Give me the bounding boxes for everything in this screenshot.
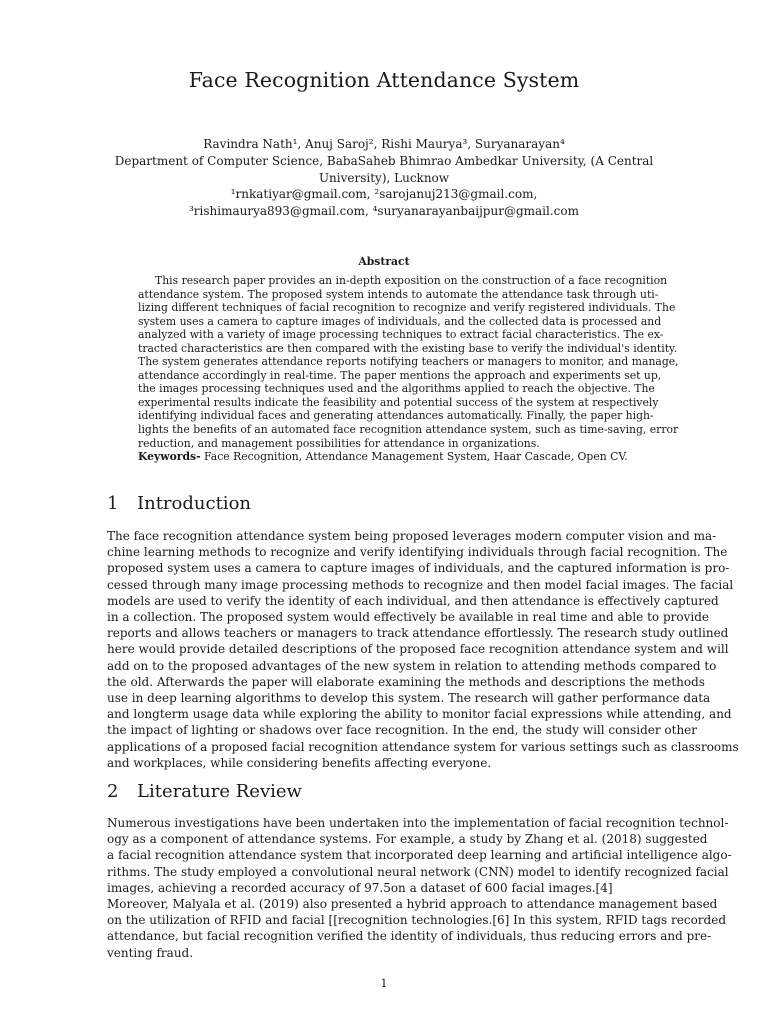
paragraph-line: here would provide detailed descriptions of the proposed face recognition attendance system and will — [107, 642, 729, 657]
paragraph-line: applications of a proposed facial recognition attendance system for various settings such as classrooms — [107, 739, 739, 754]
author-names: Ravindra Nath¹, Anuj Saroj², Rishi Maurya³, Suryanarayan⁴ — [203, 137, 565, 151]
paragraph-line: Numerous investigations have been undertaken into the implementation of facial recognition technol- — [107, 816, 729, 830]
abstract-line: identifying individual faces and generating attendances automatically. Finally, the paper high- — [138, 409, 654, 423]
abstract-line: the images processing techniques used and the algorithms applied to reach the objective. The — [138, 382, 655, 396]
author-affiliation: University), Lucknow — [318, 170, 450, 185]
abstract-body — [138, 274, 679, 464]
page-number: 1 — [380, 977, 388, 990]
abstract-line: lizing different techniques of facial recognition to recognize and verify registered individuals. The — [138, 301, 676, 315]
paragraph-line: images, achieving a recorded accuracy of 97.5on a dataset of 600 facial images.[4] — [107, 880, 613, 895]
paragraph-line: a facial recognition attendance system that incorporated deep learning and artificial intelligence algo- — [107, 848, 732, 863]
paragraph-line: and workplaces, while considering benefits affecting everyone. — [107, 755, 492, 770]
paragraph-line: use in deep learning algorithms to develop this system. The research will gather performance data — [107, 691, 711, 706]
paragraph-line: reports and allows teachers or managers to track attendance effortlessly. The research study outlined — [107, 626, 729, 641]
paragraph-line: ogy as a component of attendance systems. For example, a study by Zhang et al. (2018) suggested — [107, 832, 708, 847]
introduction-paragraph — [107, 528, 739, 771]
abstract-line: tracted characteristics are then compared with the existing base to verify the individual's identity. — [138, 341, 678, 355]
paragraph-line: Moreover, Malyala et al. (2019) also presented a hybrid approach to attendance management based — [107, 897, 718, 912]
abstract-line: lights the benefits of an automated face recognition attendance system, such as time-saving, error — [138, 423, 679, 437]
paragraph-line: venting fraud. — [107, 945, 194, 960]
paragraph-line: the impact of lighting or shadows over face recognition. In the end, the study will consider other — [107, 723, 698, 738]
section-title: Introduction — [137, 493, 251, 514]
abstract-line: This research paper provides an in-depth exposition on the construction of a face recognition — [155, 274, 668, 287]
author-emails: ¹rnkatiyar@gmail.com, ²sarojanuj213@gmail.com, — [230, 187, 538, 202]
keywords-label: Keywords- — [138, 450, 201, 464]
paragraph-line: chine learning methods to recognize and verify identifying individuals through facial recognition. The — [107, 545, 728, 560]
abstract-line: attendance accordingly in real-time. The paper mentions the approach and experiments set up, — [138, 368, 662, 382]
paragraph-line: attendance, but facial recognition verified the identity of individuals, thus reducing errors and pre- — [107, 929, 712, 944]
section-title: Literature Review — [137, 781, 302, 802]
paragraph-line: the old. Afterwards the paper will elaborate examining the methods and descriptions the methods — [107, 674, 705, 689]
keywords-text: Face Recognition, Attendance Management System, Haar Cascade, Open CV. — [200, 450, 628, 464]
abstract-line: experimental results indicate the feasibility and potential success of the system at respectively — [138, 395, 659, 409]
paragraph-line: rithms. The study employed a convolutional neural network (CNN) model to identify recognized facial — [107, 864, 729, 879]
paragraph-line: The face recognition attendance system being proposed leverages modern computer vision and ma- — [107, 529, 717, 543]
paper-title: Face Recognition Attendance System — [188, 68, 580, 92]
paragraph-line: proposed system uses a camera to capture images of individuals, and the captured information is pro- — [107, 561, 730, 576]
paragraph-line: in a collection. The proposed system would effectively be available in real time and able to provide — [107, 610, 709, 625]
literature-review-paragraph — [107, 815, 732, 961]
abstract-heading: Abstract — [358, 255, 410, 268]
abstract-line: attendance system. The proposed system intends to automate the attendance task through uti- — [138, 287, 659, 301]
paragraph-line: add on to the proposed advantages of the new system in relation to attending methods compared to — [107, 658, 717, 673]
abstract-line: The system generates attendance reports notifying teachers or managers to monitor, and manage, — [138, 355, 679, 369]
paragraph-line: cessed through many image processing methods to recognize and then model facial images. The facial — [107, 577, 734, 592]
paragraph-line: on the utilization of RFID and facial [[recognition technologies.[6] In this system, RFID tags recorded — [107, 913, 727, 928]
author-emails: ³rishimaurya893@gmail.com, ⁴suryanarayanbaijpur@gmail.com — [189, 204, 579, 219]
keywords-line — [138, 450, 630, 464]
abstract-line: system uses a camera to capture images of individuals, and the collected data is processed and — [138, 314, 662, 328]
abstract-line: analyzed with a variety of image processing techniques to extract facial characteristics. The ex- — [138, 328, 664, 342]
paragraph-line: and longterm usage data while exploring the ability to monitor facial expressions while attending, and — [107, 707, 732, 722]
section-heading-introduction — [107, 492, 251, 516]
section-number: 2 — [107, 781, 119, 802]
section-heading-literature-review — [107, 780, 302, 804]
abstract-line: reduction, and management possibilities for attendance in organizations. — [138, 436, 540, 450]
paragraph-line: models are used to verify the identity of each individual, and then attendance is effectively captured — [107, 593, 719, 608]
author-affiliation: Department of Computer Science, BabaSaheb Bhimrao Ambedkar University, (A Central — [114, 153, 654, 168]
section-number: 1 — [107, 493, 119, 514]
author-block — [0, 136, 768, 220]
